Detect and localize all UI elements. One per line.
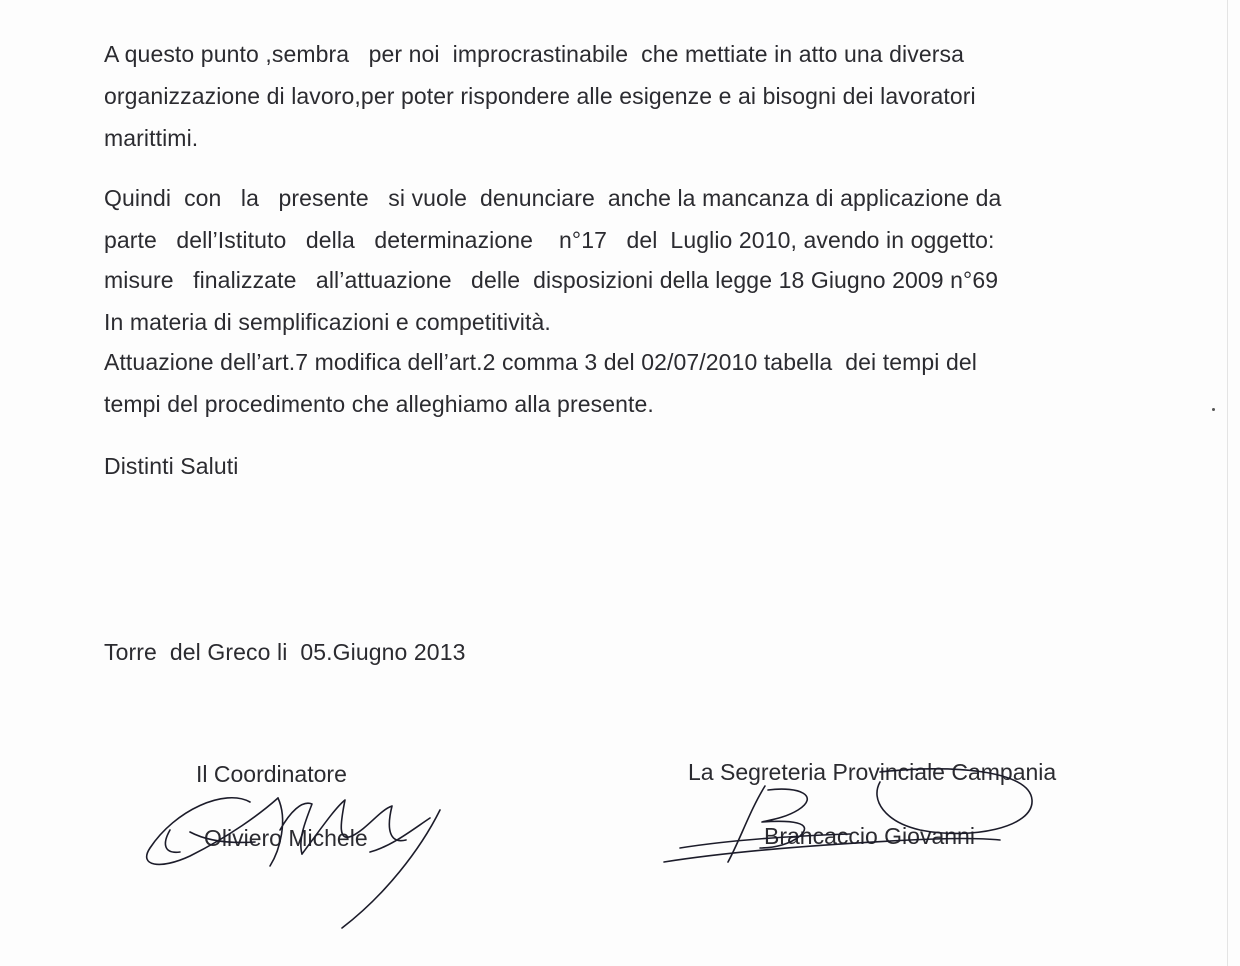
paragraph-2-line-6: tempi del procedimento che alleghiamo alla presente. (104, 391, 654, 417)
paragraph-2-line-4: In materia di semplificazioni e competitività. (104, 309, 551, 335)
right-handwritten-signature (650, 760, 1050, 890)
paragraph-2-line-3: misure finalizzate all’attuazione delle disposizioni della legge 18 Giugno 2009 n°69 (104, 267, 999, 293)
paragraph-1-line-1: A questo punto ,sembra per noi improcrastinabile che mettiate in atto una diversa (104, 41, 964, 67)
paragraph-1-line-2: organizzazione di lavoro,per poter rispondere alle esigenze e ai bisogni dei lavoratori (104, 83, 976, 109)
right-signatory-name: Brancaccio Giovanni (764, 823, 975, 849)
left-handwritten-signature (130, 770, 450, 940)
left-signatory-name: Oliviero Michele (204, 825, 368, 851)
scan-speck (1212, 408, 1215, 411)
paragraph-2-line-2: parte dell’Istituto della determinazione n°17 del Luglio 2010, avendo in oggetto: (104, 227, 995, 253)
paragraph-2-line-1: Quindi con la presente si vuole denunciare anche la mancanza di applicazione da (104, 185, 1002, 211)
right-signatory-role: La Segreteria Provinciale Campania (688, 759, 1057, 785)
closing-salutation: Distinti Saluti (104, 453, 239, 479)
place-date: Torre del Greco li 05.Giugno 2013 (104, 639, 466, 665)
paragraph-2-line-5: Attuazione dell’art.7 modifica dell’art.2 comma 3 del 02/07/2010 tabella dei tempi del (104, 349, 977, 375)
scan-edge (1227, 0, 1228, 966)
paragraph-1-line-3: marittimi. (104, 125, 199, 151)
left-signatory-role: Il Coordinatore (196, 761, 347, 787)
